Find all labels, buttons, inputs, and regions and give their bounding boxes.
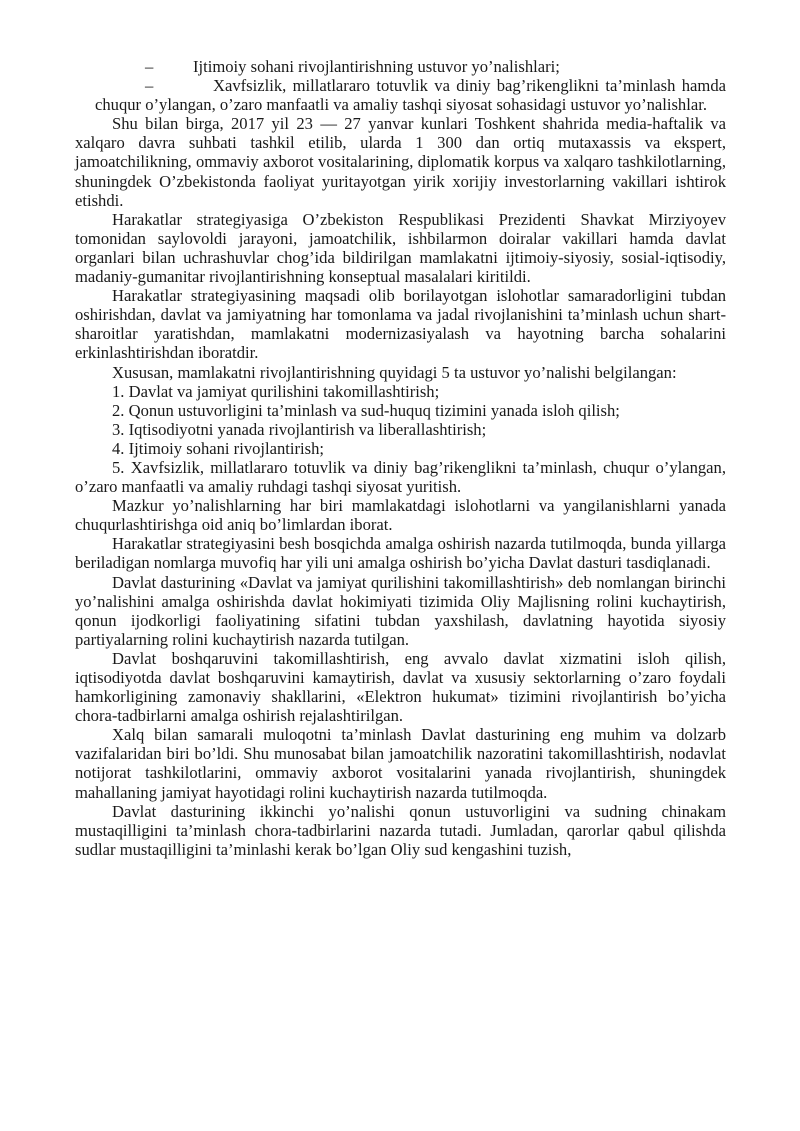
paragraph: Davlat dasturining ikkinchi yo’nalishi qonun ustuvorligini va sudning chinakam mustaqilligini ta’minlash chora-tadbirlarini nazarda tutadi. Jumladan, qarorlar qabul qilishda sudlar mustaqilligini ta’minlashi kerak bo’lgan Oliy sud kengashini tuzish,	[75, 801, 726, 859]
bullet-item	[75, 76, 726, 114]
bullet-item	[75, 57, 726, 76]
paragraph: Davlat boshqaruvini takomillashtirish, eng avvalo davlat xizmatini isloh qilish, iqtisodiyotda davlat boshqaruvini kamaytirish, davlat va xususiy sektorlarning o’zaro foydali hamkorligining zamonaviy shakllarini, «Elektron hukumat» tizimini rivojlantirish bo’yicha chora-tadbirlarni amalga oshirish rejalashtirilgan.	[75, 648, 726, 726]
paragraph: Harakatlar strategiyasiga O’zbekiston Respublikasi Prezidenti Shavkat Mirziyoyev tomonidan saylovoldi jarayoni, jamoatchilik, ishbilarmon doiralar vakillari hamda davlat organlari bilan uchrashuvlar chog’ida bildirilgan mamlakatni ijtimoiy-siyosiy, sosial-iqtisodiy, madaniy-gumanitar rivojlantirishning konseptual masalalari kiritildi.	[75, 209, 726, 287]
paragraph: Harakatlar strategiyasini besh bosqichda amalga oshirish nazarda tutilmoqda, bunda yillarga beriladigan nomlarga muvofiq har yili uni amalga oshirish bo’yicha Davlat dasturi tasdiqlanadi.	[75, 534, 726, 573]
paragraph: Xalq bilan samarali muloqotni ta’minlash Davlat dasturining eng muhim va dolzarb vazifalaridan biri bo’ldi. Shu munosabat bilan jamoatchilik nazoratini takomillashtirish, nodavlat notijorat tashkilotlarini, ommaviy axborot vositalarini yanada rivojlantirish, shuningdek mahallaning jamiyat hayotidagi rolini kuchaytirish nazarda tutilmoqda.	[75, 725, 726, 802]
bullet-text: Xavfsizlik, millatlararo totuvlik va diniy bag’rikenglikni ta’minlash hamda chuqur o’ylangan, o’zaro manfaatli va amaliy tashqi siyosat sohasidagi ustuvor yo’nalishlar.	[95, 76, 726, 115]
paragraph: Mazkur yo’nalishlarning har biri mamlakatdagi islohotlarni va yangilanishlarni yanada chuqurlashtirishga oid aniq bo’limlardan iborat.	[75, 496, 726, 535]
bullet-text: Ijtimoiy sohani rivojlantirishning ustuvor yo’nalishlari;	[193, 57, 560, 76]
document-page	[75, 57, 726, 859]
list-item: 4. Ijtimoiy sohani rivojlantirish;	[112, 438, 325, 458]
paragraph: Harakatlar strategiyasining maqsadi olib borilayotgan islohotlar samaradorligini tubdan oshirishdan, davlat va jamiyatning har tomonlama va jadal rivojlanishini ta’minlash uchun shart-sharoitlar yaratishdan, mamlakatni modernizasiyalash va hayotning barcha sohalarini erkinlashtirishdan iboratdir.	[75, 286, 726, 363]
list-item: 5. Xavfsizlik, millatlararo totuvlik va diniy bag’rikenglikni ta’minlash, chuqur o’ylangan, o’zaro manfaatli va amaliy ruhdagi tashqi siyosat yuritish.	[75, 457, 726, 497]
list-item: 3. Iqtisodiyotni yanada rivojlantirish va liberallashtirish;	[112, 419, 487, 439]
paragraph: Davlat dasturining «Davlat va jamiyat qurilishini takomillashtirish» deb nomlangan birinchi yo’nalishini amalga oshirishda davlat hokimiyati tizimida Oliy Majlisning rolini kuchaytirish, qonun ijodkorligi faoliyatining sifatini tubdan yaxshilash, davlatning hayotida siyosiy partiyalarning rolini kuchaytirish nazarda tutilgan.	[75, 572, 726, 649]
list-item: 2. Qonun ustuvorligini ta’minlash va sud-huquq tizimini yanada isloh qilish;	[112, 400, 620, 420]
paragraph: Xususan, mamlakatni rivojlantirishning quyidagi 5 ta ustuvor yo’nalishi belgilangan:	[112, 362, 677, 382]
dash-marker: –	[145, 76, 154, 96]
paragraph: Shu bilan birga, 2017 yil 23 — 27 yanvar kunlari Toshkent shahrida media-haftalik va xalqaro davra suhbati tashkil etilib, ularda 1 300 dan ortiq mutaxassis va ekspert, jamoatchilikning, ommaviy axborot vositalarining, diplomatik korpus va xalqaro tashkilotlarning, shuningdek O’zbekistonda faoliyat yuritayotgan yirik xorijiy investorlarning vakillari ishtirok etishdi.	[75, 114, 726, 210]
list-item: 1. Davlat va jamiyat qurilishini takomillashtirish;	[112, 381, 440, 401]
dash-marker: –	[145, 57, 154, 76]
